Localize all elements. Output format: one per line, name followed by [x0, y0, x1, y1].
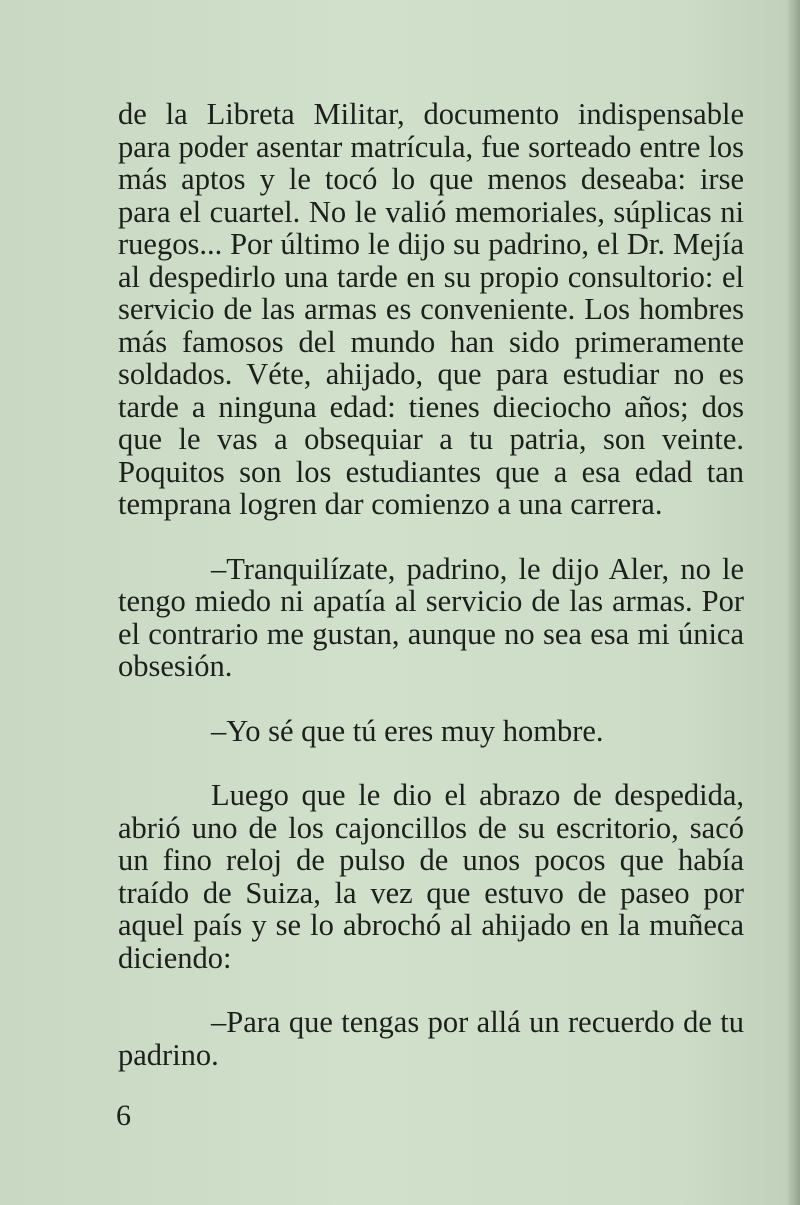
paragraph-4: Luego que le dio el abrazo de despedida, abrió uno de los cajoncillos de su escritorio, sacó un fino reloj de pulso de unos pocos que había traído de Suiza, la vez que estuvo de paseo por aquel país y se lo abrochó al ahijado en la muñeca diciendo:	[118, 778, 744, 975]
paragraph-2: –Tranquilízate, padrino, le dijo Aler, no le tengo miedo ni apatía al servicio de las armas. Por el contrario me gustan, aunque no sea esa mi única obsesión.	[118, 551, 744, 683]
paragraph-3: –Yo sé que tú eres muy hombre.	[211, 713, 604, 748]
page-number: 6	[116, 1099, 131, 1132]
body-text	[118, 98, 744, 1071]
paragraph-1: de la Libreta Militar, documento indispensable para poder asentar matrícula, fue sorteado entre los más aptos y le tocó lo que menos deseaba: irse para el cuartel. No le valió memoriales, súplicas ni ruegos... Por último le dijo su padrino, el Dr. Mejía al despedirlo una tarde en su propio consultorio: el servicio de las armas es conveniente. Los hombres más famosos del mundo han sido primeramente soldados. Véte, ahijado, que para estudiar no es tarde a ninguna edad: tienes dieciocho años; dos que le vas a obsequiar a tu patria, son veinte. Poquitos son los estudiantes que a esa edad tan temprana logren dar comienzo a una carrera.	[118, 97, 744, 521]
paragraph-5: –Para que tengas por allá un recuerdo de tu padrino.	[118, 1005, 744, 1072]
